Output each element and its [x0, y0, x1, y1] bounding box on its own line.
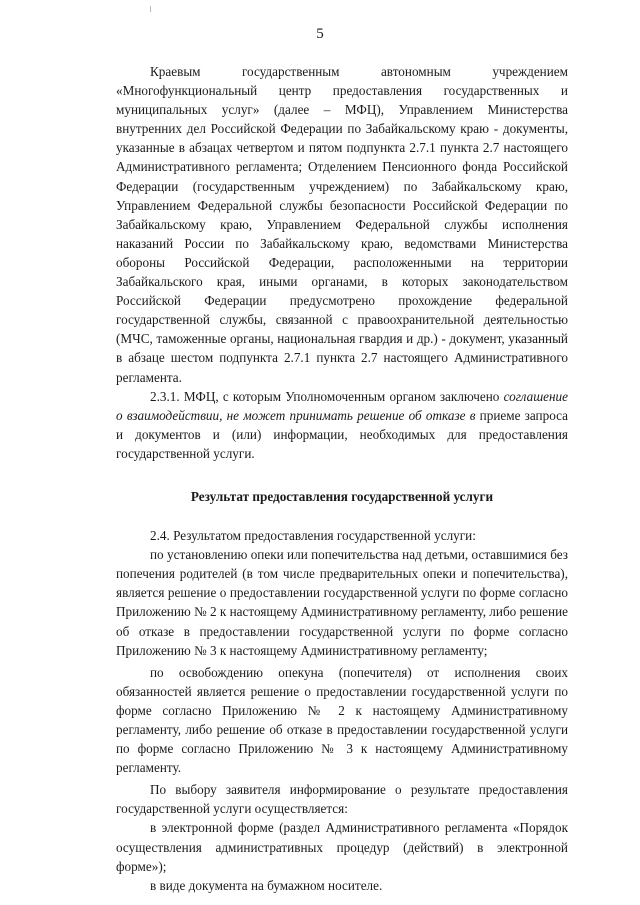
paragraph-2-3-1-italic: соглашение о взаимодействии, не может принимать решение об отказе в: [116, 388, 568, 423]
paragraph-2-4: 2.4. Результатом предоставления государственной услуги:: [150, 528, 476, 544]
paragraph-2-3-1-start: 2.3.1. МФЦ, с которым Уполномоченным органом заключено: [150, 388, 504, 404]
paragraph-guardianship-result: по установлению опеки или попечительства над детьми, оставшимися без попечения родителей (в том числе предварительных опеки и попечительства), является решение о предоставлении государственной услуги по форме согласно Приложению № 2 к настоящему Административному регламенту, либо решение об отказе в предоставлении государственной услуги по форме согласно Приложению № 3 к настоящему Административному регламенту;: [116, 547, 568, 658]
scan-mark: [150, 6, 151, 12]
section-heading: Результат предоставления государственной услуги: [190, 488, 494, 504]
paragraph-2-3-1: [116, 387, 568, 463]
paragraph-electronic-form: в электронной форме (раздел Административного регламента «Порядок осуществления административных процедур (действий) в электронной форме»);: [116, 820, 568, 874]
page-number: 5: [316, 26, 324, 42]
document-body: [116, 62, 568, 895]
paragraph-release-result: по освобождению опекуна (попечителя) от исполнения своих обязанностей является решение о предоставлении государственной услуги по форме согласно Приложению № 2 к настоящему Административному регламенту, либо решение об отказе в предоставлении государственной услуги по форме согласно Приложению № 3 к настоящему Административному регламенту.: [116, 664, 568, 776]
paragraph-2-3-1-end: приеме запроса и документов и (или) информации, необходимых для предоставления государственной услуги.: [116, 407, 568, 461]
paragraph-paper-form: в виде документа на бумажном носителе.: [150, 877, 383, 893]
paragraph-mfc-agencies: Краевым государственным автономным учреждением «Многофункциональный центр предоставления государственных и муниципальных услуг» (далее – МФЦ), Управлением Министерства внутренних дел Российской Федерации по Забайкальскому краю - документы, указанные в абзацах четвертом и пятом подпункта 2.7.1 пункта 2.7 настоящего Административного регламента; Отделением Пенсионного фонда Российской Федерации (государственным учреждением) по Забайкальскому краю, Управлением Федеральной службы безопасности Российской Федерации по Забайкальскому краю, Управлением Федеральной службы исполнения наказаний России по Забайкальскому краю, ведомствами Министерства обороны Российской Федерации, расположенными на территории Забайкальского края, иными органами, в которых законодательством Российской Федерации предусмотрено прохождение федеральной государственной службы, связанной с правоохранительной деятельностью (МЧС, таможенные органы, национальная гвардия и др.) - документ, указанный в абзаце шестом подпункта 2.7.1 пункта 2.7 настоящего Административного регламента.: [116, 64, 568, 385]
paragraph-informing: По выбору заявителя информирование о результате предоставления государственной услуги осуществляется:: [116, 782, 568, 817]
